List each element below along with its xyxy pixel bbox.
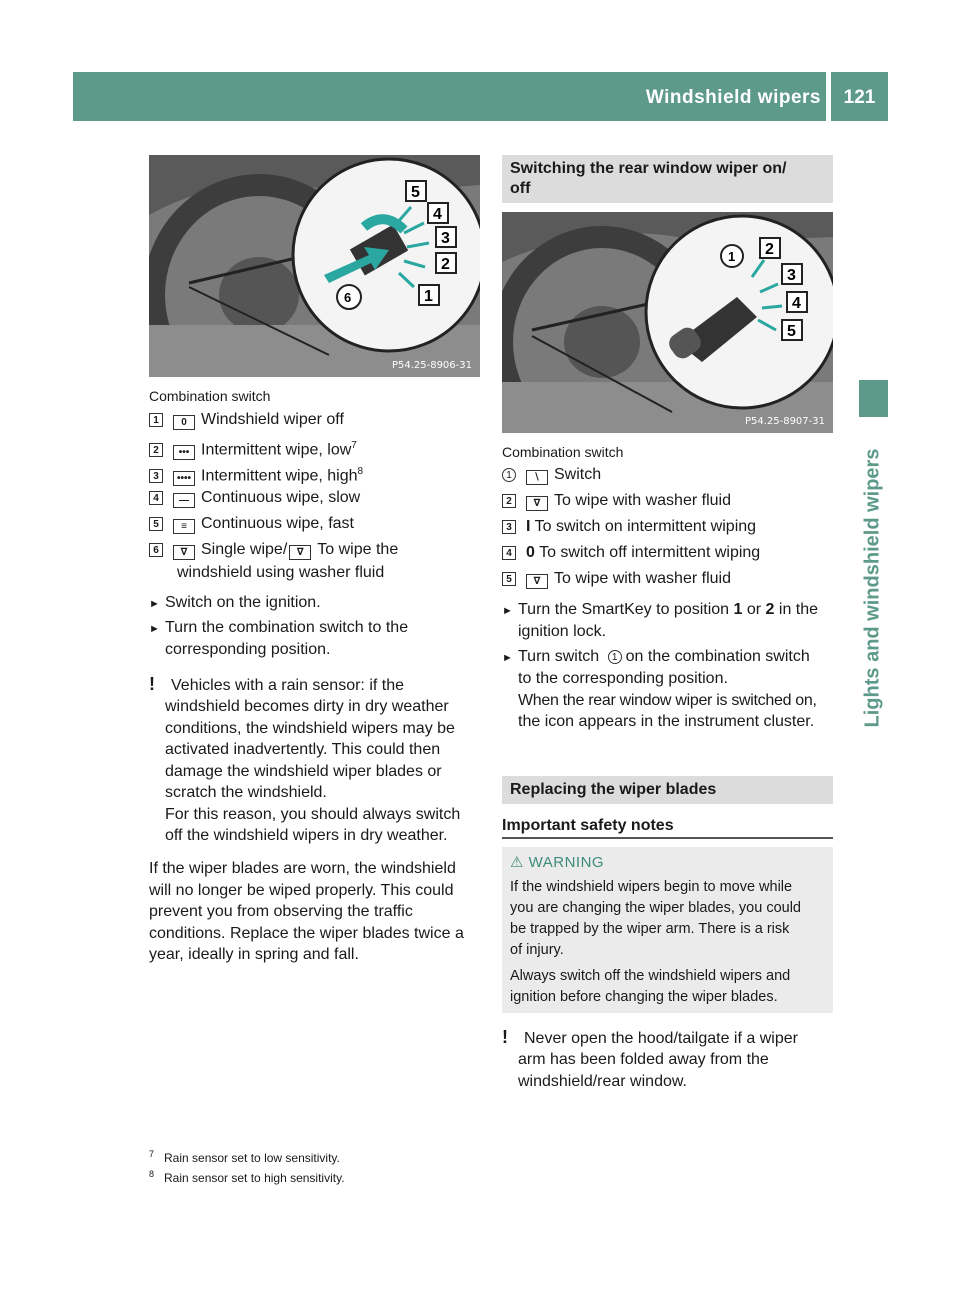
note-line: scratch the windshield. [165,784,327,801]
callout-label: 4 [433,206,442,223]
footnote-number: 7 [149,1149,155,1159]
callout-1-icon: 1 [608,650,622,664]
item-number: 5 [502,572,516,586]
wiper-off-icon: 0 [173,415,195,430]
step-line: When the rear window wiper is switched on, [518,691,817,709]
step [502,599,818,623]
step-text: Turn switch [518,648,600,665]
warning-line: of injury. [510,942,564,958]
item-number: 6 [149,543,163,557]
washer-fluid-icon: ∇ [526,496,548,511]
item-number: 4 [149,491,163,505]
para-line: If the wiper blades are worn, the windshield [149,860,456,877]
callout-label: 1 [728,249,736,264]
figure-caption: Combination switch [502,444,624,460]
item-text: Windshield wiper off [201,411,344,428]
step-key: 1 [733,601,743,618]
list-item [502,569,731,589]
item-text: Single wipe/ [201,541,288,558]
section-heading [502,155,833,203]
figure-caption: Combination switch [149,388,271,404]
callout-label: 1 [424,288,433,305]
para-line: will no longer be wiped properly. This could [149,881,454,899]
step-arrow-icon: ► [149,598,160,610]
item-number: 3 [502,520,516,534]
note-line: activated inadvertently. This could then [165,741,441,758]
step-arrow-icon: ► [502,652,513,664]
item-key: 0 [526,544,535,561]
warning-header [510,853,604,871]
item-continuation: windshield using washer fluid [177,564,385,581]
subheading: Important safety notes [502,817,674,834]
warning-line: If the windshield wipers begin to move while [510,879,793,895]
washer-fluid-icon: ∇ [289,545,311,560]
step-continuation: corresponding position. [165,641,331,658]
step-text: Turn the combination switch to the [165,619,409,636]
callout-label: 5 [787,323,796,340]
caution-icon: ! [149,674,155,694]
note-line: off the windshield wipers in dry weather. [165,827,448,844]
note-line: damage the windshield wiper blades or [165,762,442,780]
list-item [502,491,731,511]
item-text: Continuous wipe, fast [201,515,354,532]
item-text: Switch [554,466,602,483]
item-key: I [526,518,531,535]
callout-label: 4 [792,295,801,312]
section-title-line: Switching the rear window wiper on/ [510,160,787,177]
list-item [149,410,344,430]
list-item [502,465,601,485]
item-number: 1 [502,468,516,482]
step-line: the icon appears in the instrument cluster. [518,713,815,730]
step-text: Turn the SmartKey to position [518,601,734,618]
step-text: in the [774,601,819,618]
item-number: 4 [502,546,516,560]
side-tab [857,418,889,758]
intermittent-high-icon: •••• [173,471,195,486]
item-number: 3 [149,469,163,483]
warning-line: you are changing the wiper blades, you could [510,900,801,916]
callout-label: 2 [765,241,774,258]
page-number: 121 [843,87,876,108]
warning-box [502,847,833,1013]
list-item [149,462,363,486]
step-arrow-icon: ► [149,623,160,635]
note [149,674,404,697]
step-arrow-icon: ► [502,605,513,617]
para-line: conditions. Replace the wiper blades twice a [149,924,464,942]
footnote-ref: 7 [351,440,357,451]
para-line: year, ideally in spring and fall. [149,946,359,963]
side-tab-label: Lights and windshield wipers [861,448,884,728]
list-item [149,436,357,460]
callout-label: 5 [411,184,420,201]
note-line: windshield/rear window. [518,1072,687,1090]
item-number: 2 [149,443,163,457]
callout-label: 6 [344,290,352,305]
item-text: To wipe with washer fluid [554,492,731,509]
footnote-text: Rain sensor set to low sensitivity. [164,1151,340,1165]
note-text: Vehicles with a rain sensor: if the [171,677,405,694]
section-heading: Replacing the wiper blades [502,776,833,804]
figure-code: P54.25-8906-31 [391,360,472,371]
rear-wiper-switch-icon: ∖ [526,470,548,485]
figure-illustration [149,155,480,377]
warning-title: WARNING [528,854,605,871]
figure-combination-switch-rear [502,212,833,433]
step-text: Switch on the ignition. [165,594,321,611]
list-item [502,543,760,563]
warning-line: ignition before changing the wiper blades. [510,989,778,1005]
warning-triangle-icon: ⚠ [510,854,524,871]
figure-code: P54.25-8907-31 [744,416,825,427]
step-body [518,668,838,733]
step-text: or [742,601,766,618]
continuous-fast-icon: ≡ [173,519,195,534]
footnote-number: 8 [149,1169,155,1179]
figure-combination-switch-front [149,155,480,377]
note-line: conditions, the windshield wipers may be [165,719,455,737]
step [502,646,810,670]
note-body [165,696,485,847]
caution-icon: ! [502,1027,508,1047]
footnote [149,1146,340,1166]
item-text: To switch off intermittent wiping [539,544,761,561]
item-number: 1 [149,413,163,427]
step-text: on the combination switch [625,648,810,665]
callout-label: 3 [787,267,796,284]
footnote [149,1166,345,1186]
note [502,1027,798,1050]
list-item [149,540,398,560]
item-text: To switch on intermittent wiping [534,518,757,535]
item-text: To wipe the [317,541,399,558]
step-key: 2 [765,601,775,618]
item-number: 2 [502,494,516,508]
list-item [149,514,354,534]
warning-line: Always switch off the windshield wipers and [510,968,791,984]
footnote-text: Rain sensor set to high sensitivity. [164,1171,345,1185]
washer-fluid-icon: ∇ [526,574,548,589]
page-title: Windshield wipers [645,87,821,108]
item-text: Intermittent wipe, high [201,467,358,485]
step [149,617,408,641]
single-wipe-icon: ∇ [173,545,195,560]
item-text: To wipe with washer fluid [554,570,731,587]
note-body [518,1049,769,1092]
item-text: Intermittent wipe, low [201,441,352,459]
para-line: prevent you from observing the traffic [149,903,413,920]
warning-body [510,877,801,1008]
step-line: to the corresponding position. [518,670,728,687]
section-title-line: off [510,180,531,197]
paragraph [149,858,484,966]
callout-label: 3 [441,230,450,247]
list-item [502,517,756,537]
callout-label: 2 [441,256,450,273]
warning-line: be trapped by the wiper arm. There is a risk [510,921,790,937]
note-line: For this reason, you should always switch [165,805,461,823]
divider [502,837,833,839]
side-tab-block [859,380,888,417]
figure-illustration [502,212,833,433]
note-line: arm has been folded away from the [518,1051,769,1068]
item-text: Continuous wipe, slow [201,489,361,506]
intermittent-low-icon: ••• [173,445,195,460]
note-text: Never open the hood/tailgate if a wiper [524,1030,798,1047]
step-continuation: ignition lock. [518,623,607,640]
item-number: 5 [149,517,163,531]
step [149,592,321,616]
list-item [149,488,360,508]
note-line: windshield becomes dirty in dry weather [165,698,449,715]
footnote-ref: 8 [357,466,364,477]
continuous-slow-icon: — [173,493,195,508]
